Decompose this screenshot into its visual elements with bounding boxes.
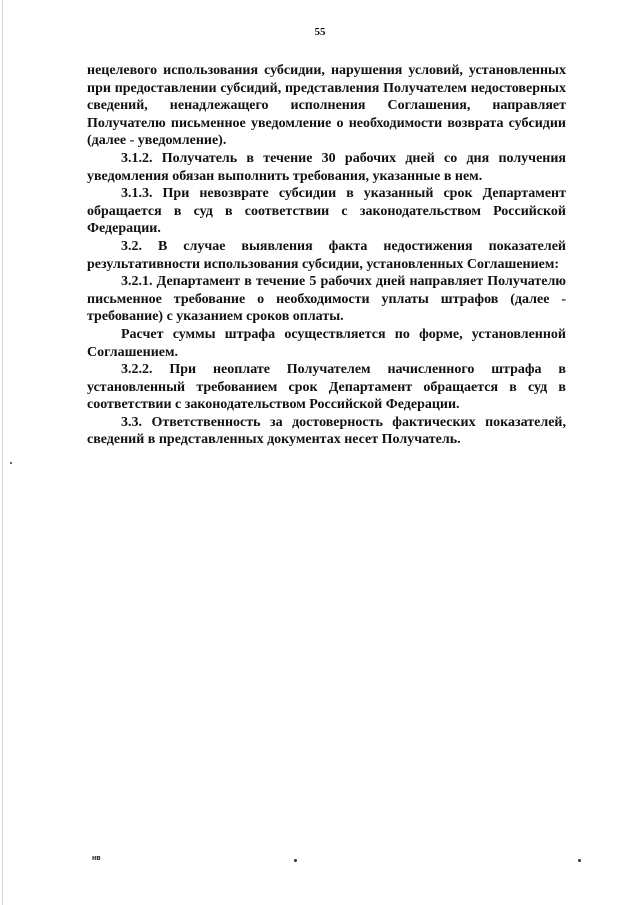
paragraph-3-2: 3.2. В случае выявления факта недостижения показателей результативности использования субсидии, установленных Соглашением: — [87, 238, 566, 272]
paragraph-3-1-2: 3.1.2. Получатель в течение 30 рабочих дней со дня получения уведомления обязан выполнить требования, указанные в нем. — [87, 150, 566, 184]
scan-speck — [10, 462, 12, 464]
scan-edge — [2, 0, 3, 905]
paragraph-3-3: 3.3. Ответственность за достоверность фактических показателей, сведений в представленных документах несет Получатель. — [87, 414, 566, 448]
footer-initials: нв — [92, 855, 101, 862]
document-body — [87, 62, 566, 449]
paragraph-3-2-1: 3.2.1. Департамент в течение 5 рабочих дней направляет Получателю письменное требование о необходимости уплаты штрафов (далее - требование) с указанием сроков оплаты. — [87, 274, 566, 325]
paragraph-3-1-3: 3.1.3. При невозврате субсидии в указанный срок Департамент обращается в суд в соответствии с законодательством Российской Федерации. — [87, 186, 566, 237]
scan-speck — [294, 859, 297, 862]
scan-speck — [578, 859, 581, 862]
paragraph-continuation: нецелевого использования субсидии, нарушения условий, установленных при предоставлении субсидий, представления Получателем недостоверных сведений, ненадлежащего исполнения Соглашения, направляет Получателю письменное уведомление о необходимости возврата субсидии (далее - уведомление). — [87, 63, 566, 149]
page-number: 55 — [314, 26, 326, 38]
paragraph-3-2-2: 3.2.2. При неоплате Получателем начисленного штрафа в установленный требованием срок Департамент обращается в суд в соответствии с законодательством Российской Федерации. — [87, 362, 566, 413]
paragraph-fine-calculation: Расчет суммы штрафа осуществляется по форме, установленной Соглашением. — [87, 326, 566, 360]
